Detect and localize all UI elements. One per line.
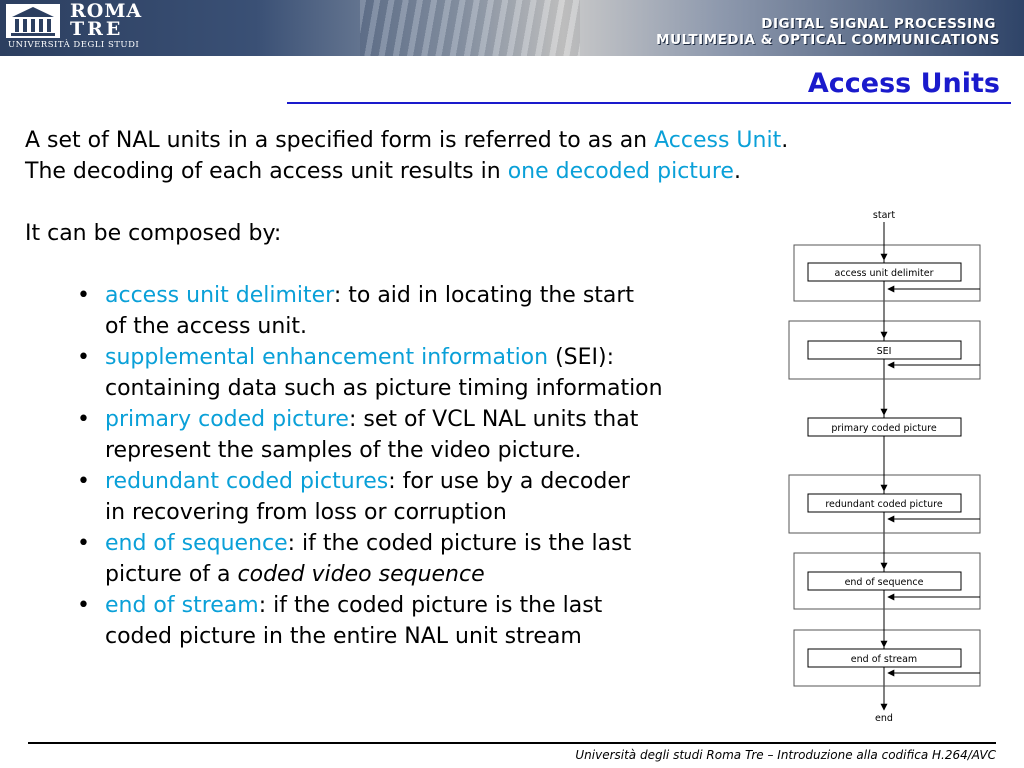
slide-title: Access Units	[807, 68, 1000, 99]
header-banner	[0, 0, 1024, 56]
logo-tre-text: TRE	[70, 18, 124, 40]
list-item: • access unit delimiter: to aid in locating the start of the access unit.	[77, 280, 785, 342]
list-item: • redundant coded pictures: for use by a decoder in recovering from loss or corruption	[77, 466, 785, 528]
footer-text: Università degli studi Roma Tre – Introduzione alla codifica H.264/AVC	[575, 748, 996, 762]
highlight-decoded-picture: one decoded picture	[507, 159, 734, 184]
flow-box-label: access unit delimiter	[834, 268, 934, 279]
component-list	[25, 280, 785, 652]
logo-university-text: UNIVERSITÀ DEGLI STUDI	[8, 40, 140, 50]
bullet-icon: •	[77, 407, 90, 432]
flow-box-label: primary coded picture	[831, 423, 937, 434]
logo-roma-text: ROMA	[70, 0, 143, 22]
flow-start-label: start	[872, 210, 896, 221]
roma-tre-emblem-icon	[6, 4, 60, 38]
flow-box-label: redundant coded picture	[825, 499, 943, 510]
header-line-2: MULTIMEDIA & OPTICAL COMMUNICATIONS	[656, 32, 1000, 48]
highlight-access-unit: Access Unit	[654, 128, 782, 153]
bullet-icon: •	[77, 469, 90, 494]
university-logo	[4, 2, 180, 52]
flow-box-label: end of sequence	[844, 577, 924, 588]
footer-rule	[28, 742, 996, 744]
list-item: • end of stream: if the coded picture is the last coded picture in the entire NAL unit stream	[77, 590, 785, 652]
composed-by-text: It can be composed by:	[25, 221, 282, 246]
header-line-1: DIGITAL SIGNAL PROCESSING	[761, 16, 996, 32]
bullet-icon: •	[77, 531, 90, 556]
list-item: • supplemental enhancement information (SEI): containing data such as picture timing information	[77, 342, 785, 404]
access-unit-flowchart	[780, 205, 1000, 725]
list-item: • end of sequence: if the coded picture is the last picture of a coded video sequence	[77, 528, 785, 590]
intro-line-2: The decoding of each access unit results in one decoded picture.	[25, 159, 741, 184]
slide-body	[25, 125, 789, 652]
bullet-icon: •	[77, 593, 90, 618]
flow-end-label: end	[875, 713, 893, 724]
bullet-icon: •	[77, 283, 90, 308]
list-item: • primary coded picture: set of VCL NAL units that represent the samples of the video picture.	[77, 404, 785, 466]
flow-box-label: SEI	[876, 346, 892, 357]
bullet-icon: •	[77, 345, 90, 370]
intro-line-1: A set of NAL units in a specified form is referred to as an Access Unit.	[25, 128, 789, 153]
title-underline	[287, 102, 1011, 104]
flow-box-label: end of stream	[850, 654, 918, 665]
banner-texture	[360, 0, 580, 56]
